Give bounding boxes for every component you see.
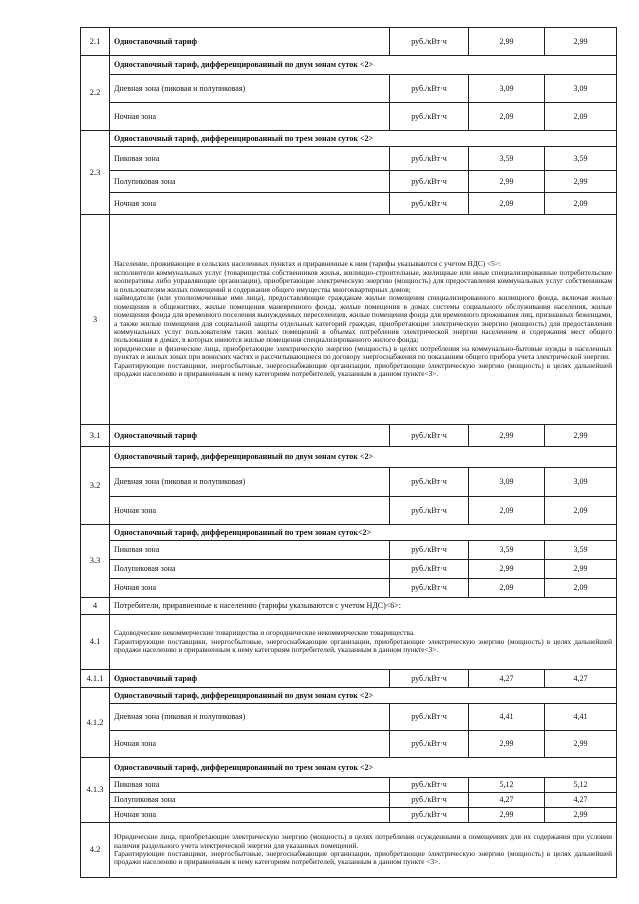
value-cell: 2,09 [469, 497, 545, 525]
table-row [81, 193, 617, 215]
row-number: 4.2 [81, 823, 110, 878]
value-cell: 3,59 [469, 541, 545, 560]
value-cell: 3,59 [469, 147, 545, 171]
tariff-label: Одноставочный тариф [110, 28, 390, 56]
table-row [81, 778, 617, 793]
paragraph: Население, проживающее в сельских населенных пунктах и приравненные к ним (тарифы указываются с учетом НДС) <5>: [114, 259, 501, 269]
unit-cell: руб./кВт·ч [390, 579, 469, 598]
paragraph: Юридические лица, приобретающие электрическую энергию (мощность) в целях потребления осужденными в помещениях для их содержания при условии наличия раздельного учета электрической энергии для указанных помещений. [114, 832, 612, 850]
row-number: 3.1 [81, 425, 110, 447]
value-cell: 2,09 [545, 579, 617, 598]
tariff-label: Дневная зона (пиковая и полупиковая) [110, 75, 390, 103]
unit-cell: руб./кВт·ч [390, 793, 469, 808]
table-row [81, 28, 617, 56]
value-cell: 4,41 [469, 704, 545, 731]
unit-cell: руб./кВт·ч [390, 670, 469, 688]
unit-cell: руб./кВт·ч [390, 468, 469, 497]
tariff-label: Дневная зона (пиковая и полупиковая) [110, 704, 390, 731]
table-row [81, 215, 617, 425]
paragraph: Гарантирующие поставщики, энергосбытовые, энергоснабжающие организации, приобретающие электрическую энергию (мощность) в целях дальнейшей продажи населению и приравненным к нему категориям потребителей, указанным в данном пункте<3>. [114, 360, 612, 379]
tariff-label: Пиковая зона [110, 147, 390, 171]
row-number: 4.1.1 [81, 670, 110, 688]
paragraph: Гарантирующие поставщики, энергосбытовые, энергоснабжающие организации, приобретающие электрическую энергию (мощность) в целях дальнейшей продажи населению и приравненным к нему категориям потребителей, указанным в данном пункте <3>. [114, 849, 612, 867]
table-row [81, 598, 617, 615]
value-cell: 4,27 [545, 670, 617, 688]
table-row [81, 704, 617, 731]
table-row [81, 560, 617, 579]
tariff-label: Полупиковая зона [110, 793, 390, 808]
row-number: 4.1 [81, 615, 110, 670]
value-cell: 3,09 [545, 468, 617, 497]
unit-cell: руб./кВт·ч [390, 171, 469, 193]
section-header: Одноставочный тариф, дифференцированный по трем зонам суток <2> [110, 131, 617, 147]
tariff-label: Ночная зона [110, 497, 390, 525]
value-cell: 2,99 [545, 171, 617, 193]
section-header: Одноставочный тариф, дифференцированный по двум зонам суток <2> [110, 56, 617, 75]
value-cell: 4,41 [545, 704, 617, 731]
row-number: 3.2 [81, 447, 110, 525]
unit-cell: руб./кВт·ч [390, 103, 469, 131]
tariff-label: Ночная зона [110, 193, 390, 215]
value-cell: 2,99 [469, 171, 545, 193]
value-cell: 2,99 [469, 808, 545, 823]
value-cell: 2,99 [469, 425, 545, 447]
unit-cell: руб./кВт·ч [390, 75, 469, 103]
table-row [81, 793, 617, 808]
table-row [81, 541, 617, 560]
value-cell: 2,99 [469, 560, 545, 579]
value-cell: 2,99 [545, 28, 617, 56]
tariff-label: Полупиковая зона [110, 560, 390, 579]
table-row [81, 75, 617, 103]
table-row [81, 688, 617, 704]
table-row [81, 579, 617, 598]
row-number: 3.3 [81, 525, 110, 598]
tariff-label: Ночная зона [110, 579, 390, 598]
paragraph: наймодатели (или уполномоченные ими лица), предоставляющие гражданам жилые помещения специализированного жилищного фонда, включая жилые помещения в общежитиях, жилые помещения маневренного фонда, жилые помещения в домах системы социального обслуживания населения, жилые помещения фонда для временного поселения вынужденных переселенцев, жилые помещения фонда для временного проживания лиц, признанных беженцами, а также жилые помещения для социальной защиты отдельных категорий граждан, приобретающие электрическую энергию (мощность) для предоставления коммунальных услуг пользователям таких жилых помещений в объемах потребления электрической энергии населением и содержания мест общего пользования в домах, в которых имеются жилые помещения специализированного жилого фонда; [114, 293, 612, 345]
tariff-label: Пиковая зона [110, 541, 390, 560]
description-text [110, 615, 617, 670]
row-number: 4.1.2 [81, 688, 110, 758]
value-cell: 3,59 [545, 147, 617, 171]
paragraph: Гарантирующие поставщики, энергосбытовые, энергоснабжающие организации, приобретающие электрическую энергию (мощность) в целях дальнейшей продажи населению и приравненным к нему категориям потребителей, указанным в данном пункте<3>. [114, 636, 612, 655]
tariff-label: Одноставочный тариф [110, 670, 390, 688]
value-cell: 4,27 [545, 793, 617, 808]
value-cell: 4,27 [469, 670, 545, 688]
table-row [81, 615, 617, 670]
value-cell: 3,09 [469, 75, 545, 103]
table-row [81, 425, 617, 447]
unit-cell: руб./кВт·ч [390, 560, 469, 579]
unit-cell: руб./кВт·ч [390, 497, 469, 525]
value-cell: 3,59 [545, 541, 617, 560]
section-header: Одноставочный тариф, дифференцированный по трем зонам суток <2> [110, 758, 617, 778]
value-cell: 2,99 [469, 731, 545, 758]
tariff-label: Полупиковая зона [110, 171, 390, 193]
table-row [81, 670, 617, 688]
description-text [110, 215, 617, 425]
value-cell: 2,99 [469, 28, 545, 56]
value-cell: 5,12 [469, 778, 545, 793]
paragraph: юридические и физические лица, приобретающие электрическую энергию (мощность) в целях потребления на коммунально-бытовые нужды в населенных пунктах и жилых зонах при воинских частях и рассчитывающиеся по договору энергоснабжения по показаниям общего прибора учета электрической энергии. [114, 343, 612, 362]
table-row [81, 171, 617, 193]
section-title: Потребители, приравненные к населению (тарифы указываются с учетом НДС)<6>: [110, 598, 617, 615]
value-cell: 2,99 [545, 560, 617, 579]
tariff-label: Ночная зона [110, 808, 390, 823]
section-header: Одноставочный тариф, дифференцированный по двум зонам суток <2> [110, 688, 617, 704]
tariff-label: Ночная зона [110, 103, 390, 131]
value-cell: 2,09 [469, 103, 545, 131]
tariff-label: Ночная зона [110, 731, 390, 758]
description-text [110, 823, 617, 878]
row-number: 2.2 [81, 56, 110, 131]
table-row [81, 525, 617, 541]
unit-cell: руб./кВт·ч [390, 731, 469, 758]
table-row [81, 147, 617, 171]
tariff-label: Пиковая зона [110, 778, 390, 793]
paragraph: исполнители коммунальных услуг (товарищества собственников жилья, жилищно-строительные, жилищные или иные специализированные потребительские кооперативы либо управляющие организации), приобретающие электрическую энергию (мощность) для предоставления коммунальных услуг собственникам и пользователям жилых помещений и содержания общего имущества многоквартирных домов; [114, 267, 612, 294]
value-cell: 3,09 [545, 75, 617, 103]
tariff-label: Дневная зона (пиковая и полупиковая) [110, 468, 390, 497]
unit-cell: руб./кВт·ч [390, 704, 469, 731]
table-row [81, 823, 617, 878]
row-number: 2.1 [81, 28, 110, 56]
table-row [81, 103, 617, 131]
unit-cell: руб./кВт·ч [390, 147, 469, 171]
unit-cell: руб./кВт·ч [390, 28, 469, 56]
value-cell: 2,09 [545, 193, 617, 215]
paragraph: Садоводческие некоммерческие товарищества и огороднические некоммерческие товарищества. [114, 628, 415, 638]
unit-cell: руб./кВт·ч [390, 193, 469, 215]
table-row [81, 56, 617, 75]
table-row [81, 497, 617, 525]
unit-cell: руб./кВт·ч [390, 541, 469, 560]
section-header: Одноставочный тариф, дифференцированный по трем зонам суток<2> [110, 525, 617, 541]
row-number: 4.1.3 [81, 758, 110, 823]
value-cell: 3,09 [469, 468, 545, 497]
table-row [81, 731, 617, 758]
value-cell: 2,09 [469, 579, 545, 598]
value-cell: 2,99 [545, 808, 617, 823]
table-row [81, 468, 617, 497]
unit-cell: руб./кВт·ч [390, 808, 469, 823]
table-row [81, 758, 617, 778]
row-number: 2.3 [81, 131, 110, 215]
table-row [81, 808, 617, 823]
tariff-label: Одноставочный тариф [110, 425, 390, 447]
value-cell: 4,27 [469, 793, 545, 808]
tariff-table [80, 27, 617, 878]
section-header: Одноставочный тариф, дифференцированный по двум зонам суток <2> [110, 447, 617, 468]
table-row [81, 131, 617, 147]
value-cell: 5,12 [545, 778, 617, 793]
value-cell: 2,09 [545, 497, 617, 525]
row-number: 4 [81, 598, 110, 615]
value-cell: 2,99 [545, 425, 617, 447]
value-cell: 2,99 [545, 731, 617, 758]
row-number: 3 [81, 215, 110, 425]
value-cell: 2,09 [469, 193, 545, 215]
table-row [81, 447, 617, 468]
unit-cell: руб./кВт·ч [390, 425, 469, 447]
unit-cell: руб./кВт·ч [390, 778, 469, 793]
value-cell: 2,09 [545, 103, 617, 131]
